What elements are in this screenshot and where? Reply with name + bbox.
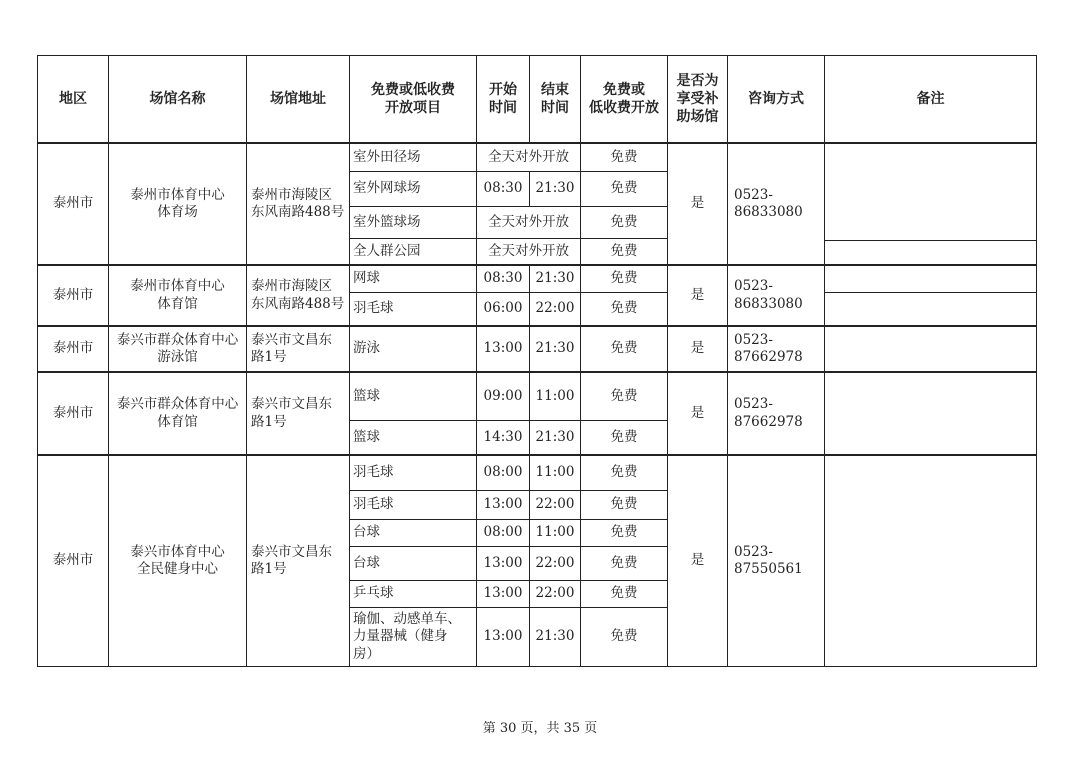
notes-cell bbox=[825, 143, 1037, 265]
contact-cell: 0523-87550561 bbox=[728, 455, 825, 666]
table-row bbox=[38, 455, 1037, 490]
hours-cell: 全天对外开放 bbox=[477, 143, 581, 171]
item-cell: 羽毛球 bbox=[350, 293, 477, 326]
fee-cell: 免费 bbox=[581, 293, 668, 326]
notes-cell bbox=[825, 265, 1037, 326]
start-time-cell: 13:00 bbox=[477, 491, 530, 520]
fee-cell: 免费 bbox=[581, 455, 668, 490]
header-end-time: 结束 时间 bbox=[530, 56, 581, 144]
end-time-cell: 21:30 bbox=[530, 265, 581, 292]
region-cell: 泰州市 bbox=[38, 326, 109, 372]
header-items: 免费或低收费 开放项目 bbox=[350, 56, 477, 144]
venue-address-cell: 泰州市海陵区 东风南路488号 bbox=[247, 265, 350, 326]
hours-cell: 全天对外开放 bbox=[477, 239, 581, 265]
end-time-cell: 21:30 bbox=[530, 608, 581, 667]
end-time-cell: 22:00 bbox=[530, 581, 581, 608]
item-cell: 室外篮球场 bbox=[350, 207, 477, 239]
notes-cell bbox=[825, 326, 1037, 372]
venue-name-cell: 泰州市体育中心 体育场 bbox=[109, 143, 247, 265]
end-time-cell: 21:30 bbox=[530, 421, 581, 455]
hours-cell: 全天对外开放 bbox=[477, 207, 581, 239]
subsidy-cell: 是 bbox=[668, 265, 728, 326]
notes-cell bbox=[825, 455, 1037, 666]
header-venue-address: 场馆地址 bbox=[247, 56, 350, 144]
notes-cell bbox=[825, 372, 1037, 455]
region-cell: 泰州市 bbox=[38, 372, 109, 455]
fee-cell: 免费 bbox=[581, 491, 668, 520]
item-cell: 游泳 bbox=[350, 326, 477, 372]
table-row bbox=[38, 326, 1037, 372]
start-time-cell: 08:30 bbox=[477, 171, 530, 206]
end-time-cell: 21:30 bbox=[530, 326, 581, 372]
item-cell: 瑜伽、动感单车、 力量器械（健身 房） bbox=[350, 608, 477, 667]
venue-name-cell: 泰兴市群众体育中心 游泳馆 bbox=[109, 326, 247, 372]
fee-cell: 免费 bbox=[581, 265, 668, 292]
item-cell: 室外网球场 bbox=[350, 171, 477, 206]
fee-cell: 免费 bbox=[581, 239, 668, 265]
start-time-cell: 14:30 bbox=[477, 421, 530, 455]
item-cell: 乒乓球 bbox=[350, 581, 477, 608]
subsidy-cell: 是 bbox=[668, 326, 728, 372]
venue-table bbox=[37, 55, 1037, 667]
venue-name-cell: 泰州市体育中心 体育馆 bbox=[109, 265, 247, 326]
end-time-cell: 22:00 bbox=[530, 491, 581, 520]
start-time-cell: 13:00 bbox=[477, 608, 530, 667]
table-body bbox=[38, 143, 1037, 667]
venue-address-cell: 泰兴市文昌东 路1号 bbox=[247, 326, 350, 372]
start-time-cell: 13:00 bbox=[477, 326, 530, 372]
fee-cell: 免费 bbox=[581, 421, 668, 455]
item-cell: 室外田径场 bbox=[350, 143, 477, 171]
end-time-cell: 11:00 bbox=[530, 455, 581, 490]
venue-address-cell: 泰兴市文昌东 路1号 bbox=[247, 455, 350, 666]
start-time-cell: 13:00 bbox=[477, 546, 530, 580]
venue-name-cell: 泰兴市群众体育中心 体育馆 bbox=[109, 372, 247, 455]
fee-cell: 免费 bbox=[581, 326, 668, 372]
fee-cell: 免费 bbox=[581, 581, 668, 608]
item-cell: 网球 bbox=[350, 265, 477, 292]
notes-divider bbox=[825, 240, 1036, 241]
table-row bbox=[38, 265, 1037, 292]
start-time-cell: 13:00 bbox=[477, 581, 530, 608]
item-cell: 台球 bbox=[350, 546, 477, 580]
table-row bbox=[38, 372, 1037, 421]
item-cell: 羽毛球 bbox=[350, 455, 477, 490]
item-cell: 全人群公园 bbox=[350, 239, 477, 265]
start-time-cell: 06:00 bbox=[477, 293, 530, 326]
fee-cell: 免费 bbox=[581, 520, 668, 546]
contact-cell: 0523-87662978 bbox=[728, 372, 825, 455]
end-time-cell: 11:00 bbox=[530, 372, 581, 421]
item-cell: 羽毛球 bbox=[350, 491, 477, 520]
contact-cell: 0523-87662978 bbox=[728, 326, 825, 372]
end-time-cell: 21:30 bbox=[530, 171, 581, 206]
fee-cell: 免费 bbox=[581, 372, 668, 421]
notes-divider bbox=[825, 292, 1036, 293]
fee-cell: 免费 bbox=[581, 608, 668, 667]
start-time-cell: 08:00 bbox=[477, 520, 530, 546]
region-cell: 泰州市 bbox=[38, 265, 109, 326]
region-cell: 泰州市 bbox=[38, 143, 109, 265]
venue-name-cell: 泰兴市体育中心 全民健身中心 bbox=[109, 455, 247, 666]
start-time-cell: 08:00 bbox=[477, 455, 530, 490]
subsidy-cell: 是 bbox=[668, 372, 728, 455]
header-contact: 咨询方式 bbox=[728, 56, 825, 144]
header-free: 免费或 低收费开放 bbox=[581, 56, 668, 144]
header-start-time: 开始 时间 bbox=[477, 56, 530, 144]
subsidy-cell: 是 bbox=[668, 143, 728, 265]
region-cell: 泰州市 bbox=[38, 455, 109, 666]
end-time-cell: 22:00 bbox=[530, 293, 581, 326]
start-time-cell: 09:00 bbox=[477, 372, 530, 421]
header-region: 地区 bbox=[38, 56, 109, 144]
item-cell: 篮球 bbox=[350, 372, 477, 421]
page-footer: 第 30 页，共 35 页 bbox=[482, 721, 598, 736]
table-row bbox=[38, 143, 1037, 171]
header-subsidy: 是否为 享受补 助场馆 bbox=[668, 56, 728, 144]
fee-cell: 免费 bbox=[581, 546, 668, 580]
header-venue-name: 场馆名称 bbox=[109, 56, 247, 144]
fee-cell: 免费 bbox=[581, 143, 668, 171]
fee-cell: 免费 bbox=[581, 207, 668, 239]
item-cell: 台球 bbox=[350, 520, 477, 546]
header-row bbox=[38, 56, 1037, 144]
subsidy-cell: 是 bbox=[668, 455, 728, 666]
start-time-cell: 08:30 bbox=[477, 265, 530, 292]
end-time-cell: 11:00 bbox=[530, 520, 581, 546]
item-cell: 篮球 bbox=[350, 421, 477, 455]
end-time-cell: 22:00 bbox=[530, 546, 581, 580]
fee-cell: 免费 bbox=[581, 171, 668, 206]
header-notes: 备注 bbox=[825, 56, 1037, 144]
venue-address-cell: 泰州市海陵区 东风南路488号 bbox=[247, 143, 350, 265]
contact-cell: 0523-86833080 bbox=[728, 143, 825, 265]
venue-address-cell: 泰兴市文昌东 路1号 bbox=[247, 372, 350, 455]
contact-cell: 0523-86833080 bbox=[728, 265, 825, 326]
